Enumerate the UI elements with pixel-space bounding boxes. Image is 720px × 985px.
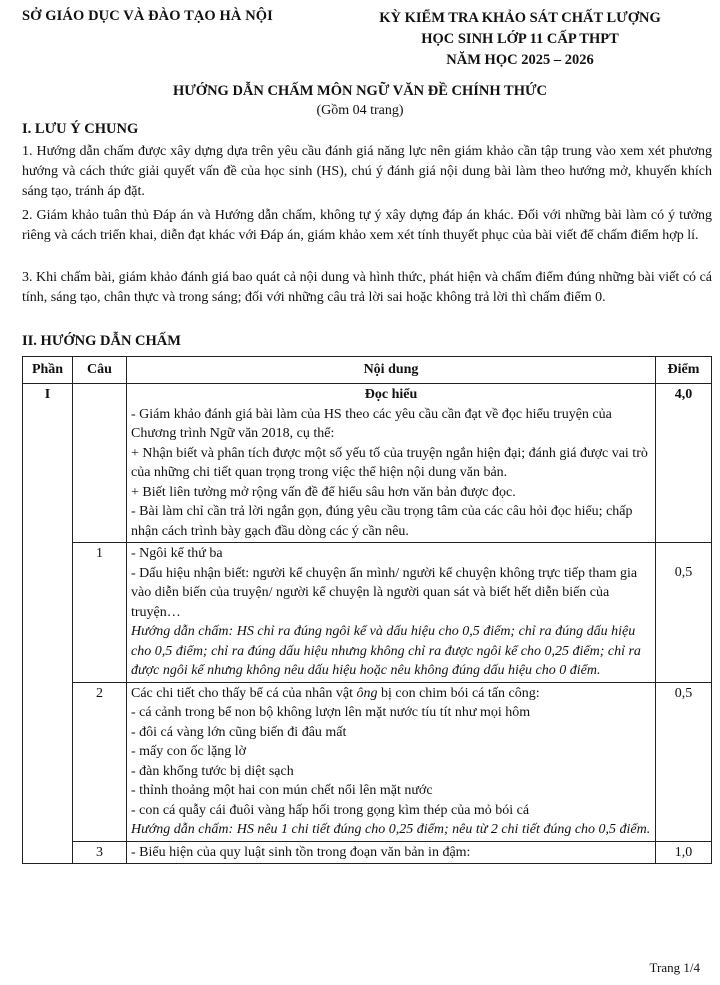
question-3-score: 1,0 <box>656 841 712 864</box>
question-1-number: 1 <box>73 543 127 683</box>
question-3-number: 3 <box>73 841 127 864</box>
question-2-grading-guide: Hướng dẫn chấm: HS nêu 1 chi tiết đúng cho 0,25 điểm; nêu từ 2 chi tiết đúng cho 0,5 điểm. <box>131 822 651 837</box>
question-1-answer-1: - Ngôi kể thứ ba <box>131 546 223 561</box>
question-2-intro-end: bị con chim bói cá tấn công: <box>377 685 540 701</box>
question-1-grading-guide: Hướng dẫn chấm: HS chỉ ra đúng ngôi kể và dấu hiệu cho 0,5 điểm; chỉ ra đúng dấu hiệu cho 0,5 điểm; chỉ ra đúng dấu hiệu nhưng không chỉ ra được ngôi kể cho 0,25 điểm; chỉ ra được ngôi kể nhưng không nêu dấu hiệu hoặc nêu không đúng dấu hiệu cho 0 điểm. <box>131 624 641 678</box>
part-number: I <box>23 384 73 864</box>
document-title: HƯỚNG DẪN CHẤM MÔN NGỮ VĂN ĐỀ CHÍNH THỨC <box>172 83 548 99</box>
table-row-question-3 <box>23 841 712 864</box>
table-row-question-2 <box>23 682 712 841</box>
part-1-title: Đọc hiểu <box>364 387 418 402</box>
table-header-row <box>23 357 712 384</box>
table-row-part-1 <box>23 384 712 543</box>
section-1-heading: I. LƯU Ý CHUNG <box>22 121 139 137</box>
column-header-cau: Câu <box>73 357 127 384</box>
exam-heading-line-2: HỌC SINH LỚP 11 CẤP THPT <box>421 31 619 47</box>
part-1-score: 4,0 <box>656 384 712 543</box>
question-2-score: 0,5 <box>656 682 712 841</box>
column-header-phan: Phần <box>23 357 73 384</box>
exam-heading <box>330 8 710 71</box>
exam-heading-line-3: NĂM HỌC 2025 – 2026 <box>446 52 594 68</box>
section-1-paragraph-1: 1. Hướng dẫn chấm được xây dựng dựa trên yêu cầu đánh giá năng lực nên giám khảo cần tập trung vào xem xét phương hướng và cách thức giải quyết vấn đề của học sinh (HS), chú ý đánh giá nội dung bài làm theo hướng mở, khuyến khích sáng tạo, tránh áp đặt. <box>22 144 712 199</box>
question-3-content <box>127 841 656 864</box>
part-1-content <box>127 384 656 543</box>
question-3-answer-1: - Biểu hiện của quy luật sinh tồn trong đoạn văn bản in đậm: <box>131 844 471 860</box>
part-1-line-3: + Biết liên tưởng mở rộng vấn đề để hiểu sâu hơn văn bản được đọc. <box>131 484 516 500</box>
question-2-detail-4: - đàn khổng tước bị diệt sạch <box>131 763 294 779</box>
table-row-question-1 <box>23 543 712 683</box>
question-2-intro-start: Các chi tiết cho thấy bể cá của nhân vật <box>131 685 357 701</box>
question-1-content <box>127 543 656 683</box>
section-1-paragraph-3: 3. Khi chấm bài, giám khảo đánh giá bao quát cả nội dung và hình thức, phát hiện và chấm điểm đúng những bài viết có cá tính, sáng tạo, chân thực và trong sáng; đối với những câu trả lời sai hoặc không trả lời thì chấm điểm 0. <box>22 270 712 305</box>
column-header-diem: Điểm <box>656 357 712 384</box>
issuing-authority: SỞ GIÁO DỤC VÀ ĐÀO TẠO HÀ NỘI <box>22 8 273 24</box>
section-2-heading: II. HƯỚNG DẪN CHẤM <box>22 333 181 349</box>
question-2-detail-3: - mấy con ốc lặng lờ <box>131 744 247 759</box>
page-number: Trang 1/4 <box>649 960 700 975</box>
question-1-answer-2: - Dấu hiệu nhận biết: người kể chuyện ẩn mình/ người kể chuyện không trực tiếp tham gia vào diễn biến của truyện/ người kể chuyện là người quan sát và biết hết diễn biến của truyện… <box>131 565 638 620</box>
question-2-detail-2: - đôi cá vàng lớn cũng biến đi đâu mất <box>131 724 347 740</box>
question-2-intro-emphasis: ông <box>356 685 378 701</box>
question-2-detail-1: - cá cảnh trong bể non bộ không lượn lên mặt nước tíu tít như mọi hôm <box>131 705 531 720</box>
section-1-paragraph-2: 2. Giám khảo tuân thủ Đáp án và Hướng dẫn chấm, không tự ý xây dựng đáp án khác. Đối với những bài làm có ý tưởng riêng và cách triển khai, diễn đạt khác với Đáp án, giám khảo xem xét tính thuyết phục của bài viết để chấm điểm hợp lí. <box>22 208 712 243</box>
part-1-line-4: - Bài làm chỉ cần trả lời ngắn gọn, đúng yêu cầu trọng tâm của các câu hỏi đọc hiểu; chấp nhận cách trình bày gạch đầu dòng các ý cần nêu. <box>131 504 633 539</box>
part-1-cau-empty <box>73 384 127 543</box>
question-2-number: 2 <box>73 682 127 841</box>
exam-heading-line-1: KỲ KIỂM TRA KHẢO SÁT CHẤT LƯỢNG <box>379 10 661 26</box>
grading-table <box>22 356 712 864</box>
question-2-content <box>127 682 656 841</box>
part-1-line-1: - Giám khảo đánh giá bài làm của HS theo các yêu cầu cần đạt về đọc hiểu truyện của Chương trình Ngữ văn 2018, cụ thể: <box>131 406 612 441</box>
question-2-detail-6: - con cá quẫy cái đuôi vàng hấp hối trong gọng kìm thép của mỏ bói cá <box>131 802 530 818</box>
part-1-line-2: + Nhận biết và phân tích được một số yếu tố của truyện ngắn hiện đại; đánh giá được vai trò của những chi tiết quan trọng trong việc thể hiện nội dung văn bản. <box>131 445 648 480</box>
column-header-noi-dung: Nội dung <box>127 357 656 384</box>
question-1-score: 0,5 <box>656 543 712 683</box>
question-2-detail-5: - thỉnh thoảng một hai con mún chết nổi lên mặt nước <box>131 783 433 798</box>
question-2-intro <box>131 684 651 704</box>
page-count-note: (Gồm 04 trang) <box>316 103 404 118</box>
